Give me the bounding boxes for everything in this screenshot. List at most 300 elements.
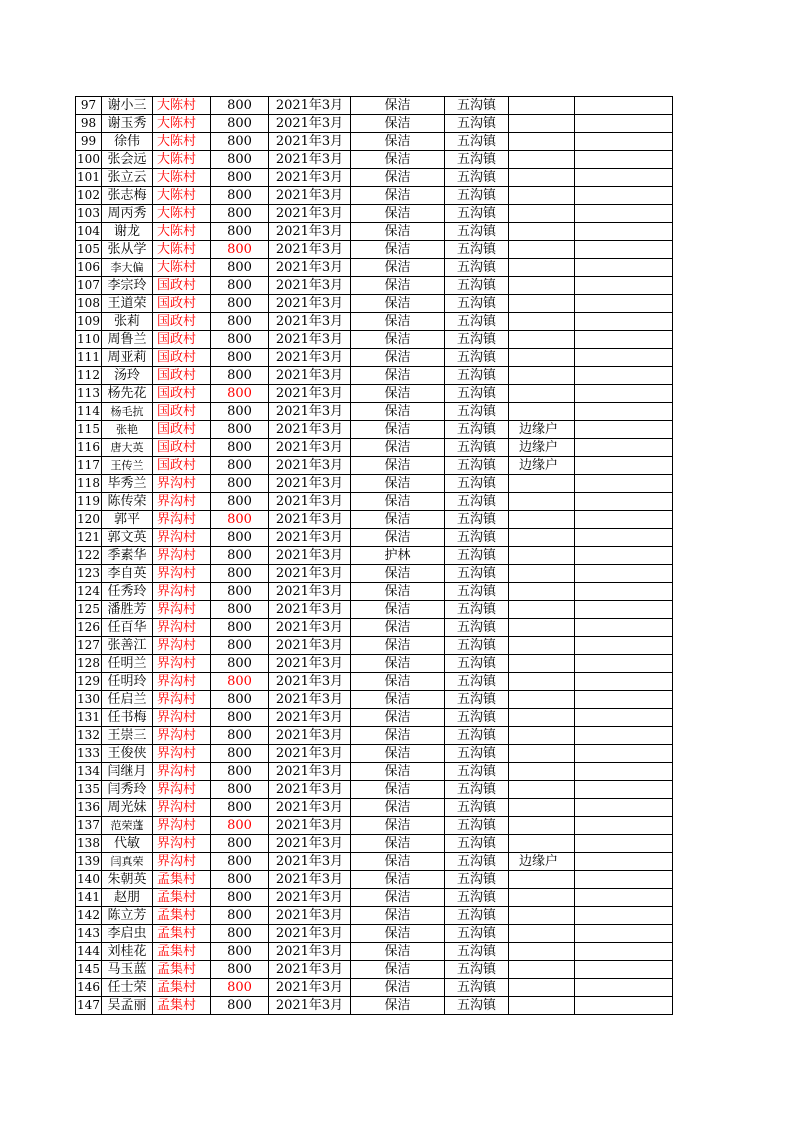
empty-cell [575,169,673,187]
town-cell: 五沟镇 [445,853,509,871]
village-cell: 孟集村 [153,907,211,925]
note-cell [509,529,575,547]
amount-cell: 800 [211,871,269,889]
amount-cell: 800 [211,115,269,133]
table-row [76,403,673,421]
village-cell: 大陈村 [153,205,211,223]
name-cell: 任明玲 [102,673,153,691]
job-cell: 保洁 [351,763,445,781]
date-cell: 2021年3月 [269,457,351,475]
amount-cell: 800 [211,133,269,151]
town-cell: 五沟镇 [445,493,509,511]
village-cell: 大陈村 [153,133,211,151]
row-number-cell: 125 [76,601,102,619]
empty-cell [575,223,673,241]
amount-cell: 800 [211,817,269,835]
village-cell: 界沟村 [153,547,211,565]
town-cell: 五沟镇 [445,889,509,907]
village-cell: 界沟村 [153,781,211,799]
amount-cell: 800 [211,241,269,259]
amount-cell: 800 [211,709,269,727]
date-cell: 2021年3月 [269,817,351,835]
amount-cell: 800 [211,781,269,799]
table-row [76,421,673,439]
job-cell: 保洁 [351,295,445,313]
date-cell: 2021年3月 [269,583,351,601]
table-row [76,925,673,943]
name-cell: 王俊侠 [102,745,153,763]
name-cell: 任书梅 [102,709,153,727]
village-cell: 界沟村 [153,637,211,655]
job-cell: 保洁 [351,439,445,457]
amount-cell: 800 [211,439,269,457]
amount-cell: 800 [211,259,269,277]
date-cell: 2021年3月 [269,745,351,763]
town-cell: 五沟镇 [445,601,509,619]
name-cell: 周光妹 [102,799,153,817]
town-cell: 五沟镇 [445,205,509,223]
note-cell [509,151,575,169]
town-cell: 五沟镇 [445,223,509,241]
name-cell: 郭文英 [102,529,153,547]
row-number-cell: 139 [76,853,102,871]
amount-cell: 800 [211,601,269,619]
job-cell: 保洁 [351,241,445,259]
row-number-cell: 102 [76,187,102,205]
row-number-cell: 124 [76,583,102,601]
row-number-cell: 132 [76,727,102,745]
name-cell: 张善江 [102,637,153,655]
job-cell: 保洁 [351,313,445,331]
village-cell: 界沟村 [153,853,211,871]
town-cell: 五沟镇 [445,727,509,745]
empty-cell [575,475,673,493]
note-cell [509,583,575,601]
row-number-cell: 133 [76,745,102,763]
note-cell [509,727,575,745]
name-cell: 刘桂花 [102,943,153,961]
row-number-cell: 105 [76,241,102,259]
town-cell: 五沟镇 [445,871,509,889]
date-cell: 2021年3月 [269,619,351,637]
amount-cell: 800 [211,187,269,205]
note-cell [509,997,575,1015]
village-cell: 界沟村 [153,655,211,673]
amount-cell: 800 [211,619,269,637]
village-cell: 孟集村 [153,925,211,943]
date-cell: 2021年3月 [269,385,351,403]
note-cell [509,835,575,853]
table-row [76,493,673,511]
town-cell: 五沟镇 [445,421,509,439]
village-cell: 界沟村 [153,493,211,511]
job-cell: 保洁 [351,457,445,475]
town-cell: 五沟镇 [445,169,509,187]
name-cell: 郭平 [102,511,153,529]
row-number-cell: 101 [76,169,102,187]
name-cell: 任明兰 [102,655,153,673]
empty-cell [575,763,673,781]
date-cell: 2021年3月 [269,709,351,727]
job-cell: 保洁 [351,223,445,241]
village-cell: 大陈村 [153,169,211,187]
empty-cell [575,205,673,223]
table-row [76,259,673,277]
town-cell: 五沟镇 [445,835,509,853]
town-cell: 五沟镇 [445,943,509,961]
date-cell: 2021年3月 [269,97,351,115]
village-cell: 大陈村 [153,259,211,277]
table-row [76,169,673,187]
job-cell: 保洁 [351,709,445,727]
job-cell: 保洁 [351,997,445,1015]
amount-cell: 800 [211,277,269,295]
note-cell [509,115,575,133]
table-row [76,619,673,637]
job-cell: 保洁 [351,691,445,709]
job-cell: 保洁 [351,601,445,619]
date-cell: 2021年3月 [269,187,351,205]
table-row [76,889,673,907]
amount-cell: 800 [211,979,269,997]
empty-cell [575,781,673,799]
job-cell: 保洁 [351,421,445,439]
empty-cell [575,673,673,691]
date-cell: 2021年3月 [269,565,351,583]
date-cell: 2021年3月 [269,367,351,385]
town-cell: 五沟镇 [445,151,509,169]
village-cell: 界沟村 [153,673,211,691]
row-number-cell: 119 [76,493,102,511]
name-cell: 周丙秀 [102,205,153,223]
empty-cell [575,259,673,277]
village-cell: 大陈村 [153,151,211,169]
name-cell: 唐大英 [102,439,153,457]
date-cell: 2021年3月 [269,889,351,907]
name-cell: 代敏 [102,835,153,853]
name-cell: 杨毛抗 [102,403,153,421]
name-cell: 范荣蓬 [102,817,153,835]
amount-cell: 800 [211,493,269,511]
town-cell: 五沟镇 [445,691,509,709]
note-cell [509,961,575,979]
job-cell: 保洁 [351,511,445,529]
name-cell: 李自英 [102,565,153,583]
date-cell: 2021年3月 [269,925,351,943]
town-cell: 五沟镇 [445,259,509,277]
job-cell: 保洁 [351,529,445,547]
note-cell [509,475,575,493]
name-cell: 谢龙 [102,223,153,241]
name-cell: 张艳 [102,421,153,439]
village-cell: 国政村 [153,349,211,367]
empty-cell [575,817,673,835]
town-cell: 五沟镇 [445,997,509,1015]
job-cell: 保洁 [351,799,445,817]
table-row [76,457,673,475]
amount-cell: 800 [211,529,269,547]
date-cell: 2021年3月 [269,547,351,565]
empty-cell [575,547,673,565]
name-cell: 闫真荣 [102,853,153,871]
date-cell: 2021年3月 [269,907,351,925]
amount-cell: 800 [211,97,269,115]
town-cell: 五沟镇 [445,547,509,565]
table-row [76,385,673,403]
name-cell: 徐伟 [102,133,153,151]
table-row [76,565,673,583]
note-cell [509,691,575,709]
empty-cell [575,385,673,403]
date-cell: 2021年3月 [269,763,351,781]
empty-cell [575,565,673,583]
date-cell: 2021年3月 [269,313,351,331]
date-cell: 2021年3月 [269,241,351,259]
empty-cell [575,97,673,115]
village-cell: 界沟村 [153,583,211,601]
amount-cell: 800 [211,547,269,565]
table-row [76,367,673,385]
row-number-cell: 99 [76,133,102,151]
name-cell: 毕秀兰 [102,475,153,493]
empty-cell [575,907,673,925]
note-cell [509,979,575,997]
town-cell: 五沟镇 [445,637,509,655]
amount-cell: 800 [211,151,269,169]
date-cell: 2021年3月 [269,115,351,133]
job-cell: 保洁 [351,979,445,997]
table-row [76,835,673,853]
note-cell [509,799,575,817]
amount-cell: 800 [211,637,269,655]
date-cell: 2021年3月 [269,151,351,169]
table-row [76,511,673,529]
row-number-cell: 141 [76,889,102,907]
amount-cell: 800 [211,367,269,385]
name-cell: 闫继月 [102,763,153,781]
job-cell: 保洁 [351,151,445,169]
row-number-cell: 98 [76,115,102,133]
empty-cell [575,961,673,979]
town-cell: 五沟镇 [445,385,509,403]
amount-cell: 800 [211,421,269,439]
row-number-cell: 117 [76,457,102,475]
amount-cell: 800 [211,511,269,529]
date-cell: 2021年3月 [269,403,351,421]
town-cell: 五沟镇 [445,763,509,781]
name-cell: 周鲁兰 [102,331,153,349]
note-cell [509,331,575,349]
amount-cell: 800 [211,691,269,709]
empty-cell [575,367,673,385]
table-row [76,133,673,151]
note-cell [509,223,575,241]
town-cell: 五沟镇 [445,187,509,205]
job-cell: 保洁 [351,475,445,493]
table-row [76,799,673,817]
town-cell: 五沟镇 [445,457,509,475]
amount-cell: 800 [211,835,269,853]
village-cell: 大陈村 [153,97,211,115]
row-number-cell: 136 [76,799,102,817]
table-row [76,727,673,745]
date-cell: 2021年3月 [269,799,351,817]
empty-cell [575,529,673,547]
empty-cell [575,853,673,871]
date-cell: 2021年3月 [269,835,351,853]
date-cell: 2021年3月 [269,853,351,871]
date-cell: 2021年3月 [269,637,351,655]
table-row [76,439,673,457]
job-cell: 保洁 [351,259,445,277]
date-cell: 2021年3月 [269,979,351,997]
date-cell: 2021年3月 [269,331,351,349]
note-cell [509,403,575,421]
name-cell: 张志梅 [102,187,153,205]
note-cell [509,745,575,763]
amount-cell: 800 [211,745,269,763]
note-cell [509,781,575,799]
amount-cell: 800 [211,583,269,601]
row-number-cell: 131 [76,709,102,727]
table-row [76,673,673,691]
town-cell: 五沟镇 [445,619,509,637]
date-cell: 2021年3月 [269,349,351,367]
amount-cell: 800 [211,961,269,979]
empty-cell [575,151,673,169]
table-row [76,277,673,295]
village-cell: 国政村 [153,439,211,457]
table-row [76,637,673,655]
village-cell: 孟集村 [153,961,211,979]
job-cell: 保洁 [351,385,445,403]
table-row [76,655,673,673]
note-cell [509,871,575,889]
empty-cell [575,871,673,889]
table-row [76,961,673,979]
row-number-cell: 134 [76,763,102,781]
date-cell: 2021年3月 [269,277,351,295]
village-cell: 孟集村 [153,889,211,907]
empty-cell [575,619,673,637]
row-number-cell: 140 [76,871,102,889]
date-cell: 2021年3月 [269,943,351,961]
row-number-cell: 110 [76,331,102,349]
empty-cell [575,331,673,349]
row-number-cell: 108 [76,295,102,313]
job-cell: 保洁 [351,565,445,583]
town-cell: 五沟镇 [445,673,509,691]
empty-cell [575,511,673,529]
name-cell: 张从学 [102,241,153,259]
village-cell: 界沟村 [153,745,211,763]
name-cell: 张立云 [102,169,153,187]
table-row [76,205,673,223]
town-cell: 五沟镇 [445,295,509,313]
note-cell [509,187,575,205]
job-cell: 保洁 [351,655,445,673]
town-cell: 五沟镇 [445,583,509,601]
town-cell: 五沟镇 [445,745,509,763]
job-cell: 保洁 [351,889,445,907]
name-cell: 闫秀玲 [102,781,153,799]
date-cell: 2021年3月 [269,997,351,1015]
empty-cell [575,493,673,511]
name-cell: 潘胜芳 [102,601,153,619]
row-number-cell: 103 [76,205,102,223]
amount-cell: 800 [211,331,269,349]
village-cell: 界沟村 [153,763,211,781]
town-cell: 五沟镇 [445,475,509,493]
name-cell: 谢小三 [102,97,153,115]
town-cell: 五沟镇 [445,367,509,385]
table-row [76,475,673,493]
village-cell: 孟集村 [153,871,211,889]
job-cell: 保洁 [351,727,445,745]
town-cell: 五沟镇 [445,565,509,583]
amount-cell: 800 [211,727,269,745]
town-cell: 五沟镇 [445,241,509,259]
empty-cell [575,655,673,673]
empty-cell [575,637,673,655]
date-cell: 2021年3月 [269,655,351,673]
town-cell: 五沟镇 [445,439,509,457]
village-cell: 界沟村 [153,835,211,853]
row-number-cell: 147 [76,997,102,1015]
date-cell: 2021年3月 [269,133,351,151]
town-cell: 五沟镇 [445,331,509,349]
job-cell: 保洁 [351,97,445,115]
job-cell: 保洁 [351,115,445,133]
village-cell: 大陈村 [153,115,211,133]
row-number-cell: 114 [76,403,102,421]
row-number-cell: 142 [76,907,102,925]
amount-cell: 800 [211,403,269,421]
table-row [76,331,673,349]
table-row [76,871,673,889]
empty-cell [575,943,673,961]
amount-cell: 800 [211,655,269,673]
job-cell: 保洁 [351,907,445,925]
amount-cell: 800 [211,889,269,907]
note-cell [509,511,575,529]
note-cell [509,889,575,907]
amount-cell: 800 [211,763,269,781]
amount-cell: 800 [211,205,269,223]
job-cell: 保洁 [351,619,445,637]
name-cell: 赵朋 [102,889,153,907]
table-row [76,997,673,1015]
empty-cell [575,745,673,763]
row-number-cell: 130 [76,691,102,709]
job-cell: 保洁 [351,925,445,943]
note-cell [509,817,575,835]
name-cell: 任百华 [102,619,153,637]
town-cell: 五沟镇 [445,655,509,673]
village-cell: 孟集村 [153,943,211,961]
village-cell: 界沟村 [153,619,211,637]
village-cell: 国政村 [153,457,211,475]
job-cell: 保洁 [351,493,445,511]
village-cell: 界沟村 [153,817,211,835]
name-cell: 张会远 [102,151,153,169]
village-cell: 国政村 [153,403,211,421]
note-cell [509,619,575,637]
note-cell: 边缘户 [509,421,575,439]
table-row [76,601,673,619]
note-cell [509,367,575,385]
note-cell [509,259,575,277]
